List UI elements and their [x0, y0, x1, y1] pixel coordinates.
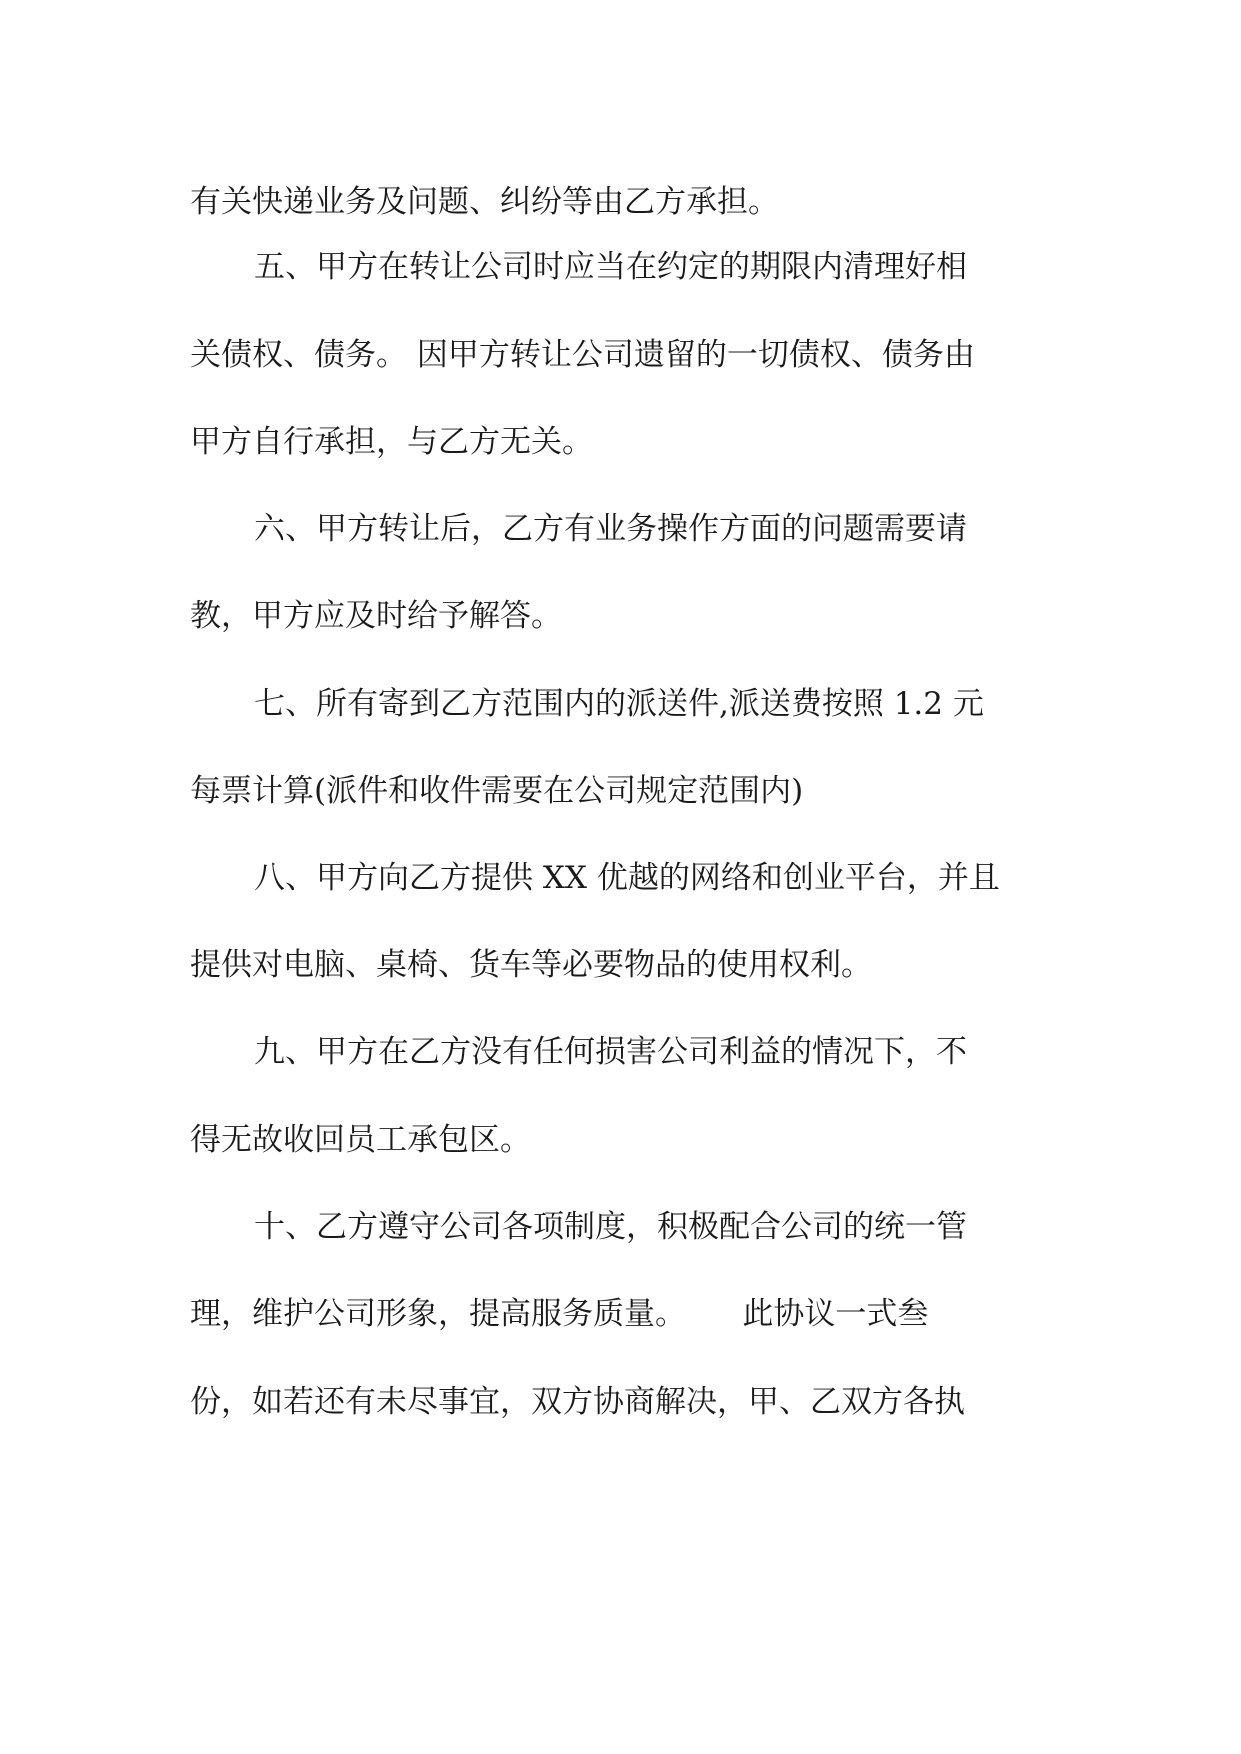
text-line: 有关快递业务及问题、纠纷等由乙方承担。 [190, 184, 779, 220]
clause-eight-line: 八、甲方向乙方提供 XX 优越的网络和创业平台，并且 [254, 860, 1000, 896]
text-line: 关债权、债务。 因甲方转让公司遗留的一切债权、债务由 [190, 337, 975, 373]
clause-five-line: 五、甲方在转让公司时应当在约定的期限内清理好相 [254, 249, 967, 285]
clause-nine-line: 九、甲方在乙方没有任何损害公司利益的情况下，不 [254, 1034, 967, 1070]
text-line: 甲方自行承担，与乙方无关。 [190, 424, 593, 460]
clause-six-line: 六、甲方转让后，乙方有业务操作方面的问题需要请 [254, 511, 967, 547]
text-line: 得无故收回员工承包区。 [190, 1122, 531, 1158]
text-line: 每票计算(派件和收件需要在公司规定范围内) [190, 773, 804, 809]
text-line: 教，甲方应及时给予解答。 [190, 598, 562, 634]
text-line: 理，维护公司形象，提高服务质量。 此协议一式叁 [190, 1296, 929, 1332]
text-line: 份，如若还有未尽事宜，双方协商解决，甲、乙双方各执 [190, 1384, 965, 1420]
clause-seven-line: 七、所有寄到乙方范围内的派送件,派送费按照 1.2 元 [254, 686, 984, 722]
clause-ten-line: 十、乙方遵守公司各项制度，积极配合公司的统一管 [254, 1209, 967, 1245]
text-line: 提供对电脑、桌椅、货车等必要物品的使用权利。 [190, 947, 872, 983]
